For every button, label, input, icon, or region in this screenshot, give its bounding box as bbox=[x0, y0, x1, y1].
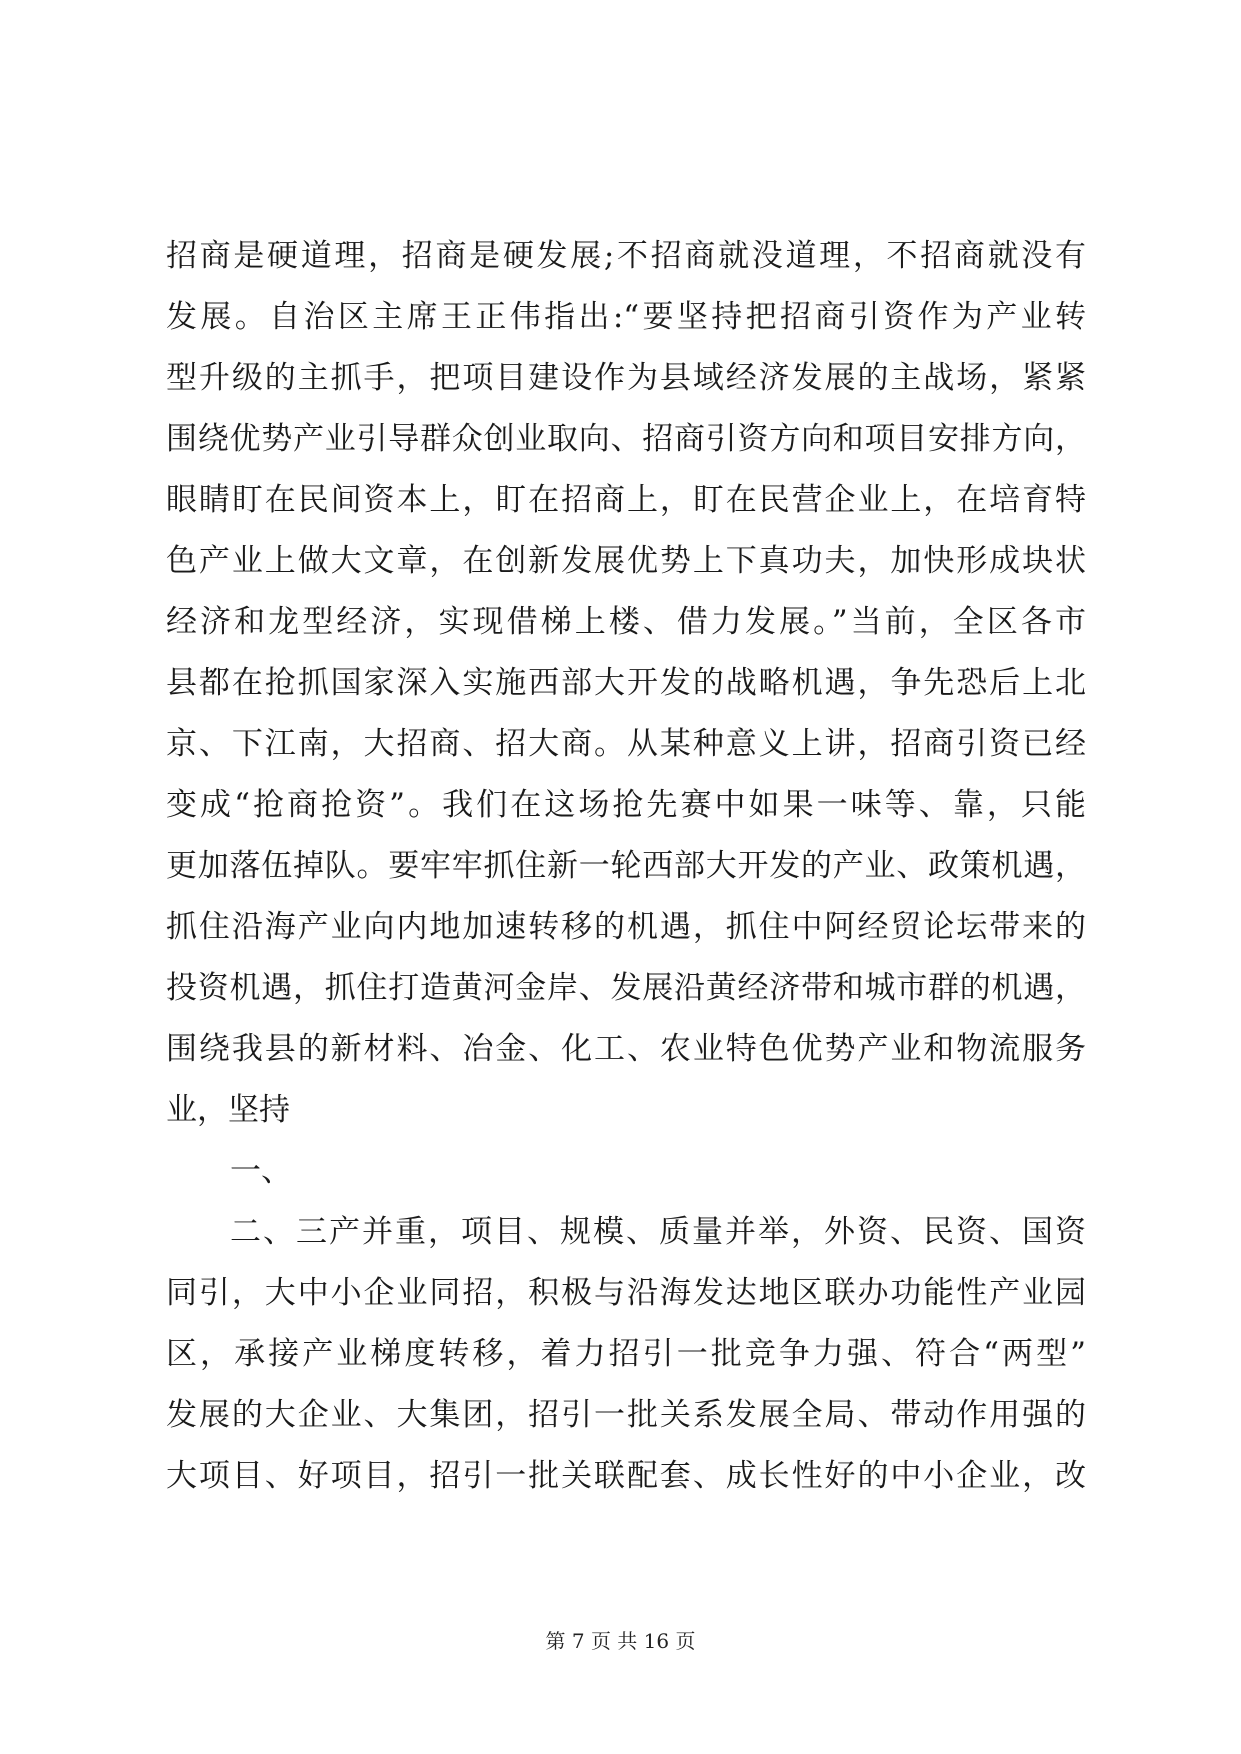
text-line: 投资机遇，抓住打造黄河金岸、发展沿黄经济带和城市群的机遇， bbox=[166, 970, 1086, 1006]
text-line: 招商是硬道理，招商是硬发展;不招商就没道理，不招商就没有 bbox=[166, 238, 1086, 274]
page-number: 第 7 页 共 16 页 bbox=[545, 1629, 696, 1653]
text-line: 同引，大中小企业同招，积极与沿海发达地区联办功能性产业园 bbox=[166, 1275, 1086, 1311]
text-line: 大项目、好项目，招引一批关联配套、成长性好的中小企业，改 bbox=[166, 1458, 1086, 1494]
text-line: 二、三产并重，项目、规模、质量并举，外资、民资、国资 bbox=[230, 1214, 1086, 1250]
text-line: 抓住沿海产业向内地加速转移的机遇，抓住中阿经贸论坛带来的 bbox=[166, 909, 1086, 945]
text-line: 发展的大企业、大集团，招引一批关系发展全局、带动作用强的 bbox=[166, 1397, 1086, 1433]
text-line: 围绕我县的新材料、冶金、化工、农业特色优势产业和物流服务 bbox=[166, 1031, 1086, 1067]
list-marker-line: 一、 bbox=[230, 1153, 292, 1189]
text-line: 京、下江南，大招商、招大商。从某种意义上讲，招商引资已经 bbox=[166, 726, 1086, 762]
page-footer bbox=[0, 1626, 1241, 1656]
text-line: 型升级的主抓手，把项目建设作为县域经济发展的主战场，紧紧 bbox=[166, 360, 1086, 396]
text-line: 发展。自治区主席王正伟指出:“要坚持把招商引资作为产业转 bbox=[166, 299, 1086, 335]
text-line: 区，承接产业梯度转移，着力招引一批竞争力强、符合“两型” bbox=[166, 1336, 1086, 1372]
body-text bbox=[166, 226, 1086, 1507]
text-line: 更加落伍掉队。要牢牢抓住新一轮西部大开发的产业、政策机遇， bbox=[166, 848, 1086, 884]
text-line: 眼睛盯在民间资本上，盯在招商上，盯在民营企业上，在培育特 bbox=[166, 482, 1086, 518]
text-line: 业，坚持 bbox=[166, 1092, 290, 1128]
text-line: 县都在抢抓国家深入实施西部大开发的战略机遇，争先恐后上北 bbox=[166, 665, 1086, 701]
text-line: 围绕优势产业引导群众创业取向、招商引资方向和项目安排方向， bbox=[166, 421, 1086, 457]
text-line: 变成“抢商抢资”。我们在这场抢先赛中如果一味等、靠，只能 bbox=[166, 787, 1086, 823]
text-line: 色产业上做大文章，在创新发展优势上下真功夫，加快形成块状 bbox=[166, 543, 1086, 579]
text-line: 经济和龙型经济，实现借梯上楼、借力发展。”当前，全区各市 bbox=[166, 604, 1086, 640]
